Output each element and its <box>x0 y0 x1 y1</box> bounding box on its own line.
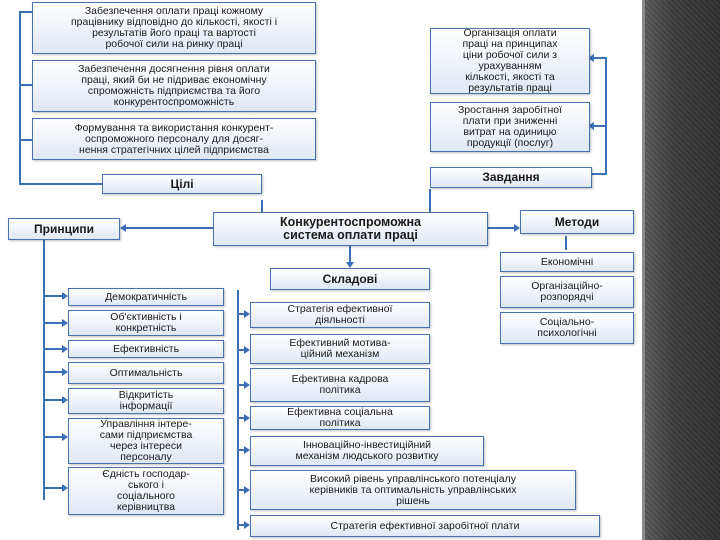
task-box-1: Організація оплати праці на принципах ціни робочої сили з урахуванням кількості, якості та результатів праці <box>430 28 590 94</box>
center-title: Конкурентоспроможна система оплати праці <box>213 212 488 246</box>
goal-box-3: Формування та використання конкурент- оспроможного персоналу для досяг- нення стратегічних цілей підприємства <box>32 118 316 160</box>
principle-item: Об'єктивність і конкретність <box>68 310 224 336</box>
components-label: Складові <box>270 268 430 290</box>
tasks-label: Завдання <box>430 167 592 188</box>
component-item: Ефективна кадрова політика <box>250 368 430 402</box>
tasks-connector <box>592 58 606 174</box>
component-item: Інноваційно-інвестиційний механізм людського розвитку <box>250 436 484 466</box>
goals-label: Цілі <box>102 174 262 194</box>
methods-label: Методи <box>520 210 634 234</box>
component-item: Стратегія ефективної діяльності <box>250 302 430 328</box>
goal-box-2: Забезпечення досягнення рівня оплати праці, який би не підриває економічну спроможність підприємства та його конкурентоспроможність <box>32 60 316 112</box>
goal-box-1: Забезпечення оплати праці кожному працівнику відповідно до кількості, якості і результатів його праці та вартості робочої сили на ринку праці <box>32 2 316 54</box>
principle-item: Відкритість інформації <box>68 388 224 414</box>
principle-item: Управління інтере- сами підприємства через інтереси персоналу <box>68 418 224 464</box>
component-item: Ефективний мотива- ційний механізм <box>250 334 430 364</box>
method-item: Організаційно- розпорядчі <box>500 276 634 308</box>
principle-item: Єдність господар- ського і соціального керівництва <box>68 467 224 515</box>
component-item: Ефективна соціальна політика <box>250 406 430 430</box>
decorative-side-panel <box>642 0 720 540</box>
principle-item: Демократичність <box>68 288 224 306</box>
component-item: Високий рівень управлінського потенціалу керівників та оптимальність управлінських рішень <box>250 470 576 510</box>
method-item: Соціально- психологічні <box>500 312 634 344</box>
principles-label: Принципи <box>8 218 120 240</box>
principle-item: Оптимальність <box>68 362 224 384</box>
method-item: Економічні <box>500 252 634 272</box>
task-box-2: Зростання заробітної плати при зниженні витрат на одиницю продукції (послуг) <box>430 102 590 152</box>
component-item: Стратегія ефективної заробітної плати <box>250 515 600 537</box>
principle-item: Ефективність <box>68 340 224 358</box>
